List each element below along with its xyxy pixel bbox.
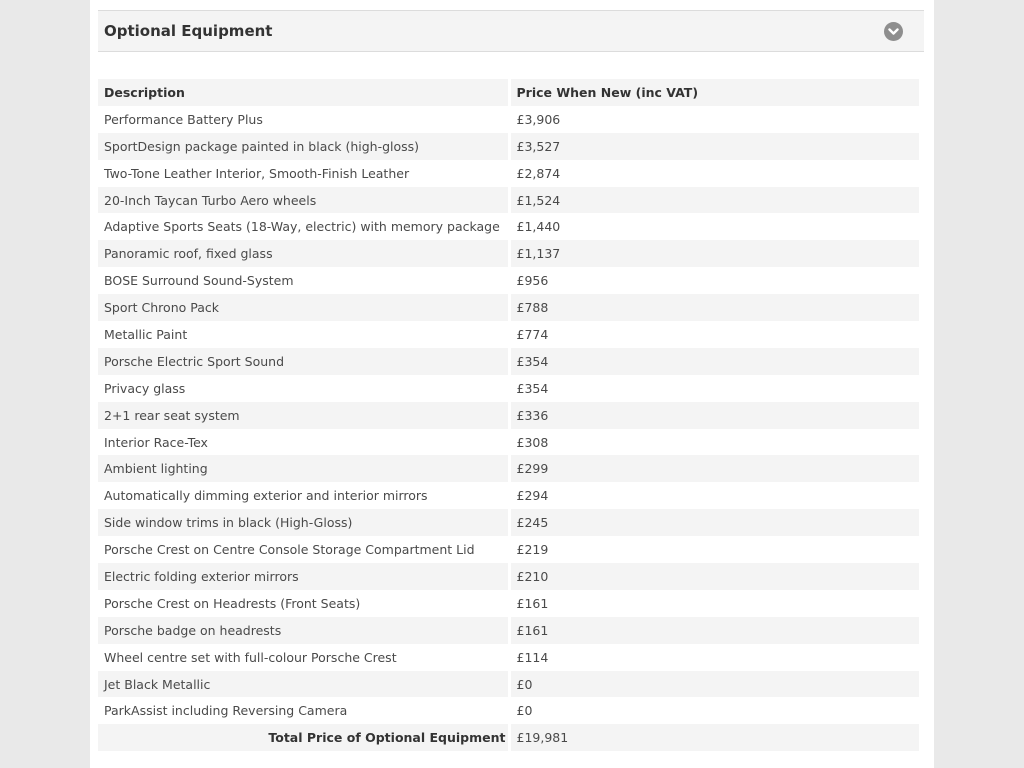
optional-equipment-header[interactable]: [98, 10, 924, 52]
equipment-description: SportDesign package painted in black (high-gloss): [98, 133, 509, 160]
table-body: [98, 106, 920, 724]
table-row: [98, 213, 920, 240]
equipment-price: £354: [509, 348, 920, 375]
equipment-price: £956: [509, 267, 920, 294]
table-row: [98, 267, 920, 294]
table-row: [98, 563, 920, 590]
table-row: [98, 187, 920, 214]
equipment-price: £774: [509, 321, 920, 348]
table-row: [98, 644, 920, 671]
equipment-price: £210: [509, 563, 920, 590]
equipment-price: £114: [509, 644, 920, 671]
table-row: [98, 160, 920, 187]
equipment-price: £245: [509, 509, 920, 536]
table-row: [98, 321, 920, 348]
total-value: £19,981: [509, 724, 920, 751]
table-row: [98, 429, 920, 456]
equipment-price: £1,137: [509, 240, 920, 267]
equipment-price: £0: [509, 671, 920, 698]
optional-equipment-table: [98, 79, 922, 751]
equipment-price: £308: [509, 429, 920, 456]
table-row: [98, 617, 920, 644]
equipment-price: £2,874: [509, 160, 920, 187]
table-header-row: [98, 79, 920, 106]
equipment-price: £299: [509, 455, 920, 482]
equipment-description: Privacy glass: [98, 375, 509, 402]
equipment-price: £336: [509, 402, 920, 429]
table-row: [98, 240, 920, 267]
equipment-price: £1,440: [509, 213, 920, 240]
equipment-description: Sport Chrono Pack: [98, 294, 509, 321]
table-row: [98, 294, 920, 321]
equipment-price: £0: [509, 697, 920, 724]
equipment-description: Automatically dimming exterior and interior mirrors: [98, 482, 509, 509]
equipment-description: Two-Tone Leather Interior, Smooth-Finish Leather: [98, 160, 509, 187]
equipment-description: Wheel centre set with full-colour Porsche Crest: [98, 644, 509, 671]
equipment-description: Porsche Electric Sport Sound: [98, 348, 509, 375]
table-row: [98, 590, 920, 617]
equipment-description: Porsche Crest on Headrests (Front Seats): [98, 590, 509, 617]
equipment-description: ParkAssist including Reversing Camera: [98, 697, 509, 724]
column-header-price: Price When New (inc VAT): [509, 79, 920, 106]
table-row: [98, 402, 920, 429]
equipment-description: Side window trims in black (High-Gloss): [98, 509, 509, 536]
equipment-description: Porsche badge on headrests: [98, 617, 509, 644]
equipment-description: Adaptive Sports Seats (18-Way, electric) with memory package: [98, 213, 509, 240]
equipment-description: Performance Battery Plus: [98, 106, 509, 133]
equipment-description: Electric folding exterior mirrors: [98, 563, 509, 590]
equipment-description: Interior Race-Tex: [98, 429, 509, 456]
table-row: [98, 455, 920, 482]
table-row: [98, 482, 920, 509]
total-label: Total Price of Optional Equipment: [98, 724, 509, 751]
table-row: [98, 671, 920, 698]
table-row: [98, 536, 920, 563]
equipment-price: £354: [509, 375, 920, 402]
equipment-price: £3,527: [509, 133, 920, 160]
equipment-price: £219: [509, 536, 920, 563]
equipment-description: Panoramic roof, fixed glass: [98, 240, 509, 267]
table-row: [98, 697, 920, 724]
equipment-description: Jet Black Metallic: [98, 671, 509, 698]
table-row: [98, 509, 920, 536]
equipment-description: Ambient lighting: [98, 455, 509, 482]
equipment-price: £294: [509, 482, 920, 509]
equipment-price: £3,906: [509, 106, 920, 133]
equipment-price: £788: [509, 294, 920, 321]
equipment-price: £161: [509, 617, 920, 644]
table-row: [98, 133, 920, 160]
chevron-down-icon[interactable]: [884, 22, 903, 41]
table-row: [98, 375, 920, 402]
equipment-description: 20-Inch Taycan Turbo Aero wheels: [98, 187, 509, 214]
column-header-description: Description: [98, 79, 509, 106]
equipment-description: Porsche Crest on Centre Console Storage Compartment Lid: [98, 536, 509, 563]
content-panel: [90, 0, 934, 768]
equipment-description: Metallic Paint: [98, 321, 509, 348]
section-title: Optional Equipment: [104, 22, 273, 40]
table-row: [98, 348, 920, 375]
total-row: [98, 724, 920, 751]
equipment-description: 2+1 rear seat system: [98, 402, 509, 429]
table-row: [98, 106, 920, 133]
equipment-price: £161: [509, 590, 920, 617]
equipment-price: £1,524: [509, 187, 920, 214]
equipment-description: BOSE Surround Sound-System: [98, 267, 509, 294]
